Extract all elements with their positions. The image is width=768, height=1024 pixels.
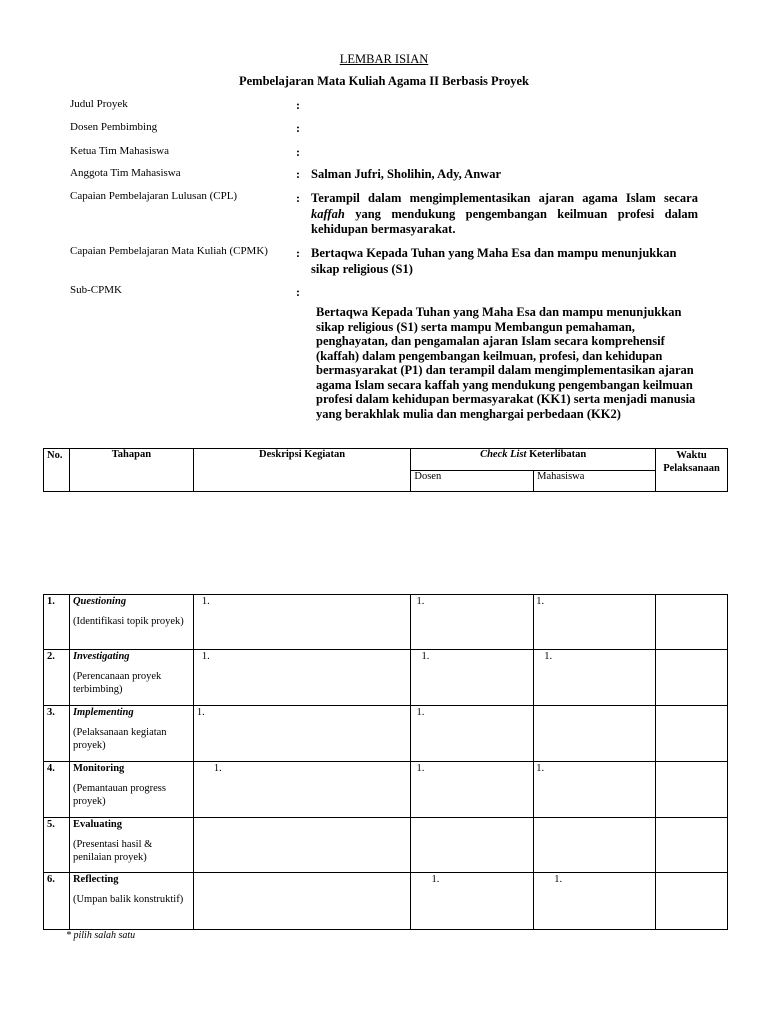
judul-proyek-label: Judul Proyek [70, 98, 128, 110]
col-waktu-header: Waktu Pelaksanaan [655, 449, 727, 492]
mahasiswa-cell [534, 873, 656, 930]
deskripsi-cell [193, 650, 411, 706]
stage-cell [69, 873, 193, 930]
stage-name: Reflecting [72, 874, 119, 885]
waktu-cell [656, 650, 728, 706]
deskripsi-cell [193, 818, 411, 873]
deskripsi-item: 1. [196, 707, 205, 718]
mahasiswa-item: 1. [536, 763, 545, 774]
col-deskripsi-header: Deskripsi Kegiatan [193, 449, 411, 492]
mahasiswa-cell [534, 650, 656, 706]
checklist-italic: Check List [480, 449, 527, 460]
waktu-cell [656, 762, 728, 818]
cpl-value-kaffah: kaffah [311, 206, 345, 221]
dosen-item: 1. [431, 874, 440, 885]
dosen-item: 1. [416, 763, 425, 774]
cpmk-colon: : [296, 246, 300, 260]
stage-description: (Perencanaan proyek terbimbing) [72, 671, 162, 695]
stage-name: Evaluating [72, 819, 122, 830]
sub-cpmk-colon: : [296, 285, 300, 299]
table-row [44, 706, 728, 762]
cpl-colon: : [296, 191, 300, 205]
page-subtitle: Pembelajaran Mata Kuliah Agama II Berbasis Proyek [238, 74, 530, 88]
stage-description: (Pemantauan progress proyek) [72, 783, 166, 807]
stage-description: (Umpan balik konstruktif) [72, 894, 184, 905]
anggota-tim-label: Anggota Tim Mahasiswa [70, 167, 181, 179]
dosen-pembimbing-colon: : [296, 121, 300, 135]
deskripsi-cell [193, 595, 411, 650]
waktu-cell [656, 706, 728, 762]
deskripsi-cell [193, 873, 411, 930]
waktu-cell [656, 595, 728, 650]
cpmk-value: Bertaqwa Kepada Tuhan yang Maha Esa dan mampu menunjukkan sikap religious (S1) [311, 246, 677, 276]
waktu-cell [656, 873, 728, 930]
row-number: 5. [44, 818, 70, 873]
stage-cell [69, 595, 193, 650]
footnote: * pilih salah satu [66, 930, 136, 941]
mahasiswa-cell [534, 706, 656, 762]
dosen-cell [411, 873, 534, 930]
row-number: 1. [44, 595, 70, 650]
anggota-tim-value: Salman Jufri, Sholihin, Ady, Anwar [311, 167, 501, 181]
stage-cell [69, 762, 193, 818]
deskripsi-item: 1. [201, 596, 210, 607]
checklist-rest: Keterlibatan [529, 449, 587, 460]
table-row [44, 873, 728, 930]
row-number: 2. [44, 650, 70, 706]
anggota-tim-colon: : [296, 167, 300, 181]
table-row [44, 762, 728, 818]
deskripsi-cell [193, 706, 411, 762]
cpl-value-part1: Terampil dalam mengimplementasikan ajaran agama Islam secara [311, 191, 698, 205]
cpmk-label: Capaian Pembelajaran Mata Kuliah (CPMK) [70, 245, 268, 257]
col-checklist-header [411, 449, 656, 471]
dosen-item: 1. [416, 596, 425, 607]
dosen-cell [411, 706, 534, 762]
deskripsi-item: 1. [201, 651, 210, 662]
mahasiswa-item: 1. [536, 596, 545, 607]
table-row [44, 650, 728, 706]
stage-description: (Pelaksanaan kegiatan proyek) [72, 727, 167, 751]
stage-name: Implementing [72, 707, 134, 718]
stages-table [43, 594, 728, 930]
stage-name: Questioning [72, 596, 127, 607]
dosen-item: 1. [421, 651, 430, 662]
stage-name: Investigating [72, 651, 130, 662]
cpl-label: Capaian Pembelajaran Lulusan (CPL) [70, 190, 238, 202]
sub-cpmk-label: Sub-CPMK [70, 284, 122, 296]
stage-name: Monitoring [72, 763, 125, 774]
dosen-cell [411, 650, 534, 706]
stage-cell [69, 706, 193, 762]
deskripsi-item: 1. [213, 763, 222, 774]
col-tahapan-header: Tahapan [69, 449, 193, 492]
deskripsi-item [194, 873, 411, 874]
col-dosen-header: Dosen [411, 471, 534, 492]
stage-cell [69, 650, 193, 706]
judul-proyek-colon: : [296, 98, 300, 112]
mahasiswa-item [534, 706, 655, 707]
deskripsi-cell [193, 762, 411, 818]
mahasiswa-cell [534, 595, 656, 650]
waktu-cell [656, 818, 728, 873]
row-number: 4. [44, 762, 70, 818]
stage-description: (Identifikasi topik proyek) [72, 616, 184, 627]
dosen-cell [411, 762, 534, 818]
mahasiswa-cell [534, 818, 656, 873]
stage-description: (Presentasi hasil & penilaian proyek) [72, 839, 153, 863]
mahasiswa-item: 1. [554, 874, 563, 885]
page-title: LEMBAR ISIAN [339, 52, 429, 66]
cpl-value-part2: yang mendukung pengembangan keilmuan profesi dalam kehidupan bermasyarakat. [311, 206, 698, 236]
mahasiswa-cell [534, 762, 656, 818]
mahasiswa-item: 1. [544, 651, 553, 662]
stage-cell [69, 818, 193, 873]
activity-table-header [43, 448, 728, 492]
sub-cpmk-value: Bertaqwa Kepada Tuhan yang Maha Esa dan mampu menunjukkan sikap religious (S1) serta mampu Membangun pemahaman, penghayatan, dan pengamalan ajaran Islam secara komprehensif (kaffah) dalam pengembangan keilmuan, profesi, dan kehidupan bermasyarakat (P1) dan terampil dalam mengimplementasikan ajaran agama Islam secara kaffah yang mendukung pengembangan keilmuan profesi dalam kehidupan bermasyarakat (KK1) serta menjadi manusia yang berakhlak mulia dan menghargai perbedaan (KK2) [316, 305, 696, 421]
dosen-pembimbing-label: Dosen Pembimbing [70, 121, 158, 133]
ketua-tim-label: Ketua Tim Mahasiswa [70, 145, 169, 157]
dosen-cell [411, 818, 534, 873]
cpl-value [311, 191, 698, 238]
col-no-header: No. [44, 449, 70, 492]
row-number: 6. [44, 873, 70, 930]
dosen-cell [411, 595, 534, 650]
row-number: 3. [44, 706, 70, 762]
ketua-tim-colon: : [296, 145, 300, 159]
col-mahasiswa-header: Mahasiswa [534, 471, 656, 492]
table-row [44, 595, 728, 650]
table-row [44, 818, 728, 873]
dosen-item: 1. [416, 707, 425, 718]
